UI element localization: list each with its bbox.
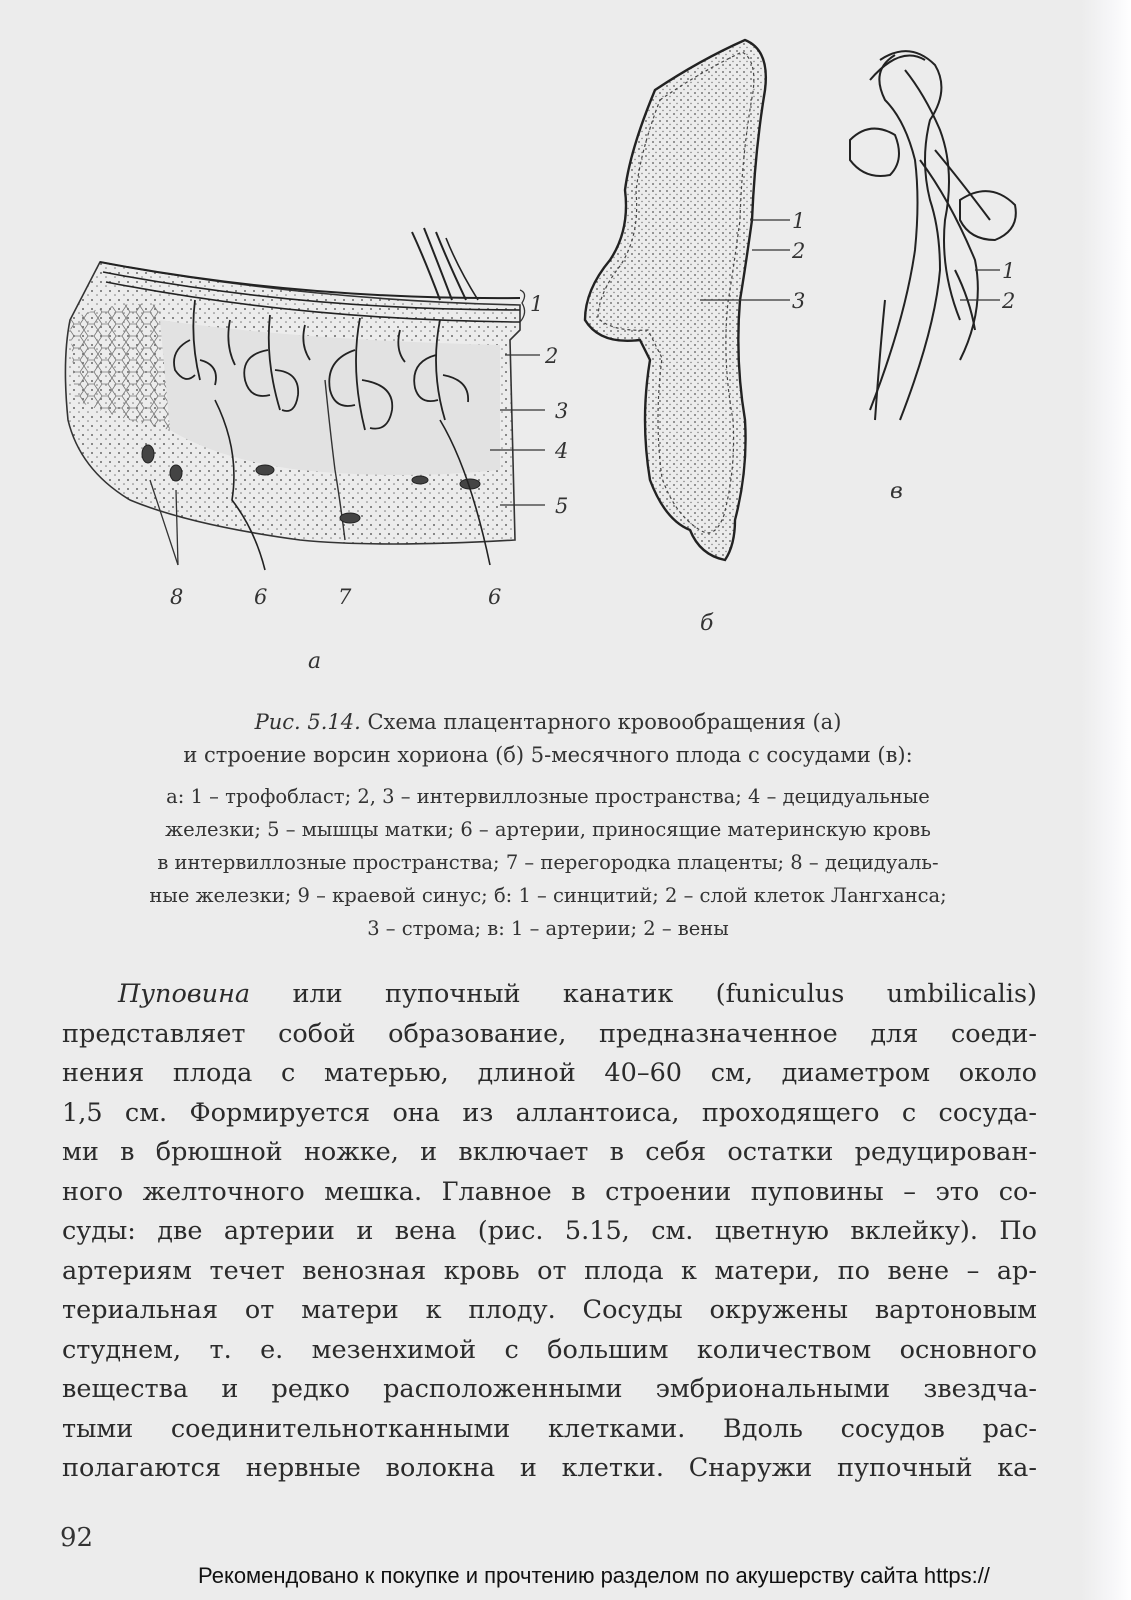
- a-callout-3: 3: [555, 399, 569, 423]
- body-line: вещества и редко расположенными эмбриональными звездча-: [62, 1374, 1037, 1404]
- v-callout-1: 1: [1002, 259, 1016, 283]
- body-line: полагаются нервные волокна и клетки. Снаружи пупочный ка-: [62, 1453, 1037, 1483]
- panel-a-label: а: [308, 649, 322, 674]
- b-callout-3: 3: [792, 289, 806, 313]
- body-line: представляет собой образование, предназначенное для соеди-: [62, 1018, 1037, 1049]
- figure-caption: [58, 706, 1038, 772]
- body-line: ми в брюшной ножке, и включает в себя остатки редуцирован-: [62, 1137, 1037, 1167]
- b-callout-1: 1: [792, 209, 806, 233]
- panel-a-placenta-diagram: [65, 228, 568, 674]
- body-line: или пупочный канатик (funiculus umbilicalis): [250, 979, 1037, 1009]
- caption-line-2: и строение ворсин хориона (б) 5-месячного плода с сосудами (в):: [183, 743, 913, 767]
- a-callout-4: 4: [555, 439, 569, 463]
- b-callout-2: 2: [792, 239, 806, 263]
- figure-5-14: [0, 0, 1131, 690]
- body-line: тыми соединительнотканными клетками. Вдоль сосудов рас-: [62, 1413, 1037, 1444]
- figure-legend: [58, 780, 1038, 945]
- page-number: 92: [60, 1523, 94, 1553]
- body-line: 1,5 см. Формируется она из аллантоиса, проходящего с сосуда-: [62, 1097, 1037, 1128]
- term-puppovina: Пуповина: [118, 979, 251, 1009]
- body-line: студнем, т. е. мезенхимой с большим количеством основного: [62, 1334, 1037, 1365]
- body-line: суды: две артерии и вена (рис. 5.15, см. цветную вклейку). По: [62, 1216, 1037, 1246]
- panel-v-villus-vessels: [850, 51, 1016, 420]
- legend-line: а: 1 – трофобласт; 2, 3 – интервиллозные пространства; 4 – децидуальные: [166, 785, 930, 808]
- a-callout-1: 1: [530, 292, 544, 316]
- body-line: ного желточного мешка. Главное в строении пуповины – это со-: [62, 1176, 1037, 1207]
- panel-v-label: в: [890, 479, 903, 504]
- figure-reference: Рис. 5.14.: [254, 710, 361, 734]
- body-line: нения плода с матерью, длиной 40–60 см, диаметром около: [62, 1058, 1037, 1088]
- body-line: териальная от матери к плоду. Сосуды окружены вартоновым: [62, 1295, 1037, 1325]
- a-callout-6-right: 6: [488, 585, 502, 609]
- footer-recommendation: Рекомендовано к покупке и прочтению разделом по акушерству сайта https://: [198, 1563, 990, 1588]
- v-callout-2: 2: [1002, 289, 1016, 313]
- a-callout-5: 5: [555, 494, 569, 518]
- caption-line-1: Схема плацентарного кровообращения (а): [360, 710, 842, 734]
- body-paragraph: [62, 975, 1037, 1489]
- a-callout-6-left: 6: [254, 585, 268, 609]
- panel-b-chorionic-villus: [585, 40, 805, 636]
- a-callout-2: 2: [545, 344, 559, 368]
- a-callout-7: 7: [338, 585, 352, 609]
- legend-line: 3 – строма; в: 1 – артерии; 2 – вены: [367, 917, 729, 940]
- a-callout-8: 8: [170, 585, 184, 609]
- legend-line: железки; 5 – мышцы матки; 6 – артерии, приносящие материнскую кровь: [165, 818, 931, 841]
- legend-line: в интервиллозные пространства; 7 – перегородка плаценты; 8 – децидуаль-: [157, 851, 939, 874]
- body-line: артериям течет венозная кровь от плода к матери, по вене – ар-: [62, 1255, 1037, 1286]
- panel-b-label: б: [700, 611, 714, 636]
- legend-line: ные железки; 9 – краевой синус; б: 1 – синцитий; 2 – слой клеток Лангханса;: [149, 884, 947, 907]
